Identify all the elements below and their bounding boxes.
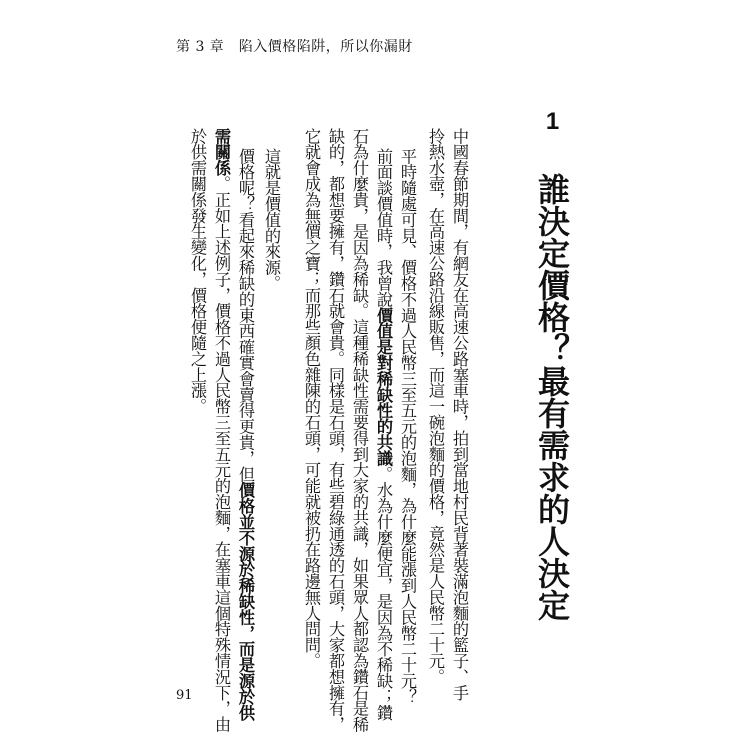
body-line: 缺的，都想要擁有，鑽石就會貴。同樣是石頭，有些碧綠通透的石頭，大家都想擁有，: [326, 128, 345, 733]
section-title: 誰決定價格？最有需求的人決定: [533, 173, 571, 621]
text-run: 價格呢？看起來稀缺的東西確實會賣得更貴，但: [236, 148, 255, 482]
section-heading: [532, 108, 572, 621]
text-run: 。正如上述例子，價格不過人民幣三至五元的泡麵，在塞車這個特殊情況下，由: [212, 175, 231, 733]
emphasis-run: 需關係: [212, 128, 231, 176]
emphasis-run: 價值是對稀缺性的共識: [374, 307, 393, 467]
body-line: [212, 128, 231, 732]
body-line: 這就是價值的來源。: [262, 148, 281, 292]
section-number: 1: [539, 108, 566, 135]
body-line: 平時隨處可見、價格不過人民幣三至五元的泡麵，為什麼能漲到人民幣二十元？: [398, 148, 417, 705]
emphasis-run: 價格並不源於稀缺性，而是源於供: [236, 481, 255, 721]
body-line: 石為什麼貴，是因為稀缺。這種稀缺性需要得到大家的共識，如果眾人都認為鑽石是稀: [350, 128, 369, 733]
text-run: 前面談價值時，我曾說: [374, 148, 393, 308]
body-line: [374, 148, 393, 720]
running-head: 第 3 章 陷入價格陷阱，所以你漏財: [176, 39, 413, 55]
body-line: 於供需關係發生變化，價格便隨之上漲。: [188, 128, 207, 415]
text-run: 。水為什麼便宜，是因為不稀缺；鑽: [374, 466, 393, 721]
body-line: 它就會成為無價之寶；而那些顏色雜陳的石頭，可能就被扔在路邊無人問問。: [302, 128, 321, 669]
body-line: 拎熱水壺，在高速公路沿線販售，而這一碗泡麵的價格，竟然是人民幣二十元。: [426, 128, 445, 685]
page-number: 91: [176, 688, 193, 703]
body-line: 中國春節期間，有網友在高速公路塞車時，拍到當地村民背著裝滿泡麵的籃子、手: [450, 128, 469, 701]
body-line: [236, 148, 255, 720]
